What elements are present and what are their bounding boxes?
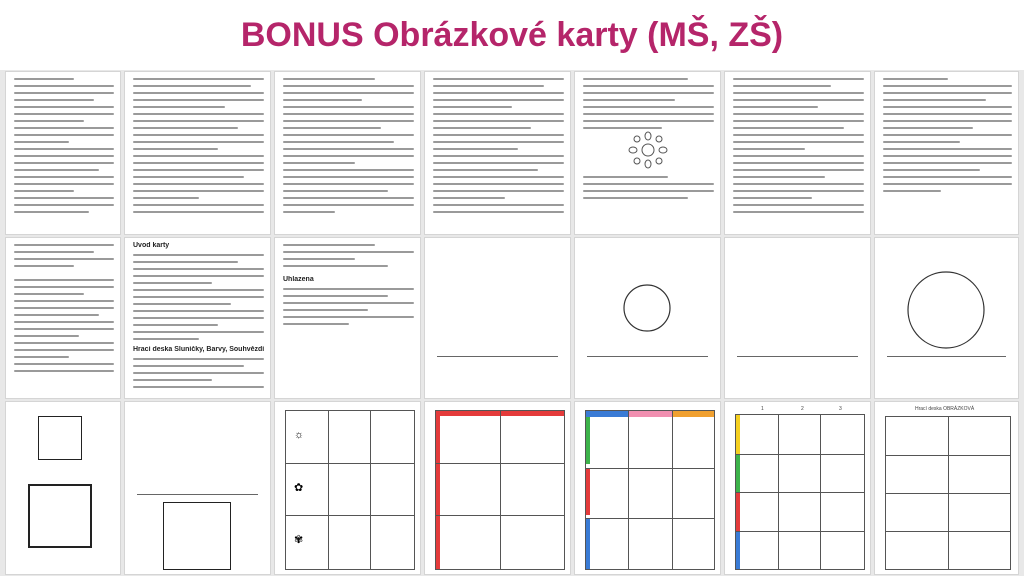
text-lines bbox=[433, 78, 564, 228]
document-page bbox=[6, 238, 120, 398]
document-page bbox=[425, 238, 570, 398]
board-caption: Hrací deska OBRÁZKOVÁ bbox=[915, 406, 975, 412]
red-side-bar bbox=[736, 492, 740, 531]
document-page bbox=[125, 72, 270, 234]
document-page bbox=[575, 72, 720, 234]
document-page bbox=[125, 238, 270, 398]
cut-line bbox=[437, 356, 558, 357]
sun-icon: ☼ bbox=[294, 429, 305, 441]
sun-diagram-icon bbox=[625, 130, 671, 170]
page-heading: Úvod karty bbox=[133, 242, 170, 249]
square-medium-icon bbox=[163, 502, 231, 570]
document-page bbox=[875, 402, 1018, 574]
document-page bbox=[425, 402, 570, 574]
blue-side-bar bbox=[586, 518, 590, 569]
orange-bar bbox=[672, 411, 714, 417]
text-lines bbox=[133, 78, 264, 228]
butterfly-icon: ✾ bbox=[294, 534, 304, 546]
red-side-bar bbox=[436, 411, 440, 569]
blue-side-bar bbox=[736, 531, 740, 570]
page-heading: Hrací deska Sluníčky, Barvy, Souhvězdí bbox=[133, 346, 264, 353]
circle-large-icon bbox=[890, 266, 1002, 350]
page-heading: Uhlazena bbox=[283, 276, 314, 283]
document-page bbox=[6, 72, 120, 234]
cut-line bbox=[137, 494, 258, 495]
document-page bbox=[875, 238, 1018, 398]
text-lines bbox=[283, 288, 414, 392]
document-page bbox=[275, 72, 420, 234]
cut-line bbox=[887, 356, 1006, 357]
text-lines bbox=[14, 244, 114, 392]
cut-line bbox=[737, 356, 858, 357]
column-number: 3 bbox=[839, 406, 842, 412]
number-board bbox=[735, 414, 865, 570]
flower-icon: ✿ bbox=[294, 482, 304, 494]
text-lines bbox=[283, 78, 414, 228]
pages-grid bbox=[0, 70, 1024, 576]
pink-bar bbox=[628, 411, 672, 417]
green-side-bar bbox=[586, 417, 590, 464]
text-lines bbox=[14, 78, 114, 228]
square-large-icon bbox=[28, 484, 92, 548]
color-board-red bbox=[435, 410, 565, 570]
document-page bbox=[575, 238, 720, 398]
circle-small-icon bbox=[617, 278, 677, 338]
slide-title: BONUS Obrázkové karty (MŠ, ZŠ) bbox=[0, 0, 1024, 70]
document-page bbox=[875, 72, 1018, 234]
cut-line bbox=[587, 356, 708, 357]
document-page bbox=[275, 238, 420, 398]
square-small-icon bbox=[38, 416, 82, 460]
document-page bbox=[275, 402, 420, 574]
document-page bbox=[725, 402, 870, 574]
red-side-bar bbox=[586, 468, 590, 515]
document-page bbox=[725, 238, 870, 398]
green-side-bar bbox=[736, 454, 740, 493]
text-lines bbox=[883, 78, 1012, 228]
text-lines bbox=[733, 78, 864, 228]
document-page bbox=[425, 72, 570, 234]
yellow-side-bar bbox=[736, 415, 740, 454]
document-page bbox=[125, 402, 270, 574]
picture-board bbox=[885, 416, 1011, 570]
color-board-multicolor bbox=[585, 410, 715, 570]
column-number: 2 bbox=[801, 406, 804, 412]
blue-bar bbox=[586, 411, 628, 417]
column-number: 1 bbox=[761, 406, 764, 412]
picture-grid bbox=[285, 410, 415, 570]
document-page bbox=[725, 72, 870, 234]
document-page bbox=[575, 402, 720, 574]
text-lines bbox=[133, 358, 264, 392]
document-page bbox=[6, 402, 120, 574]
